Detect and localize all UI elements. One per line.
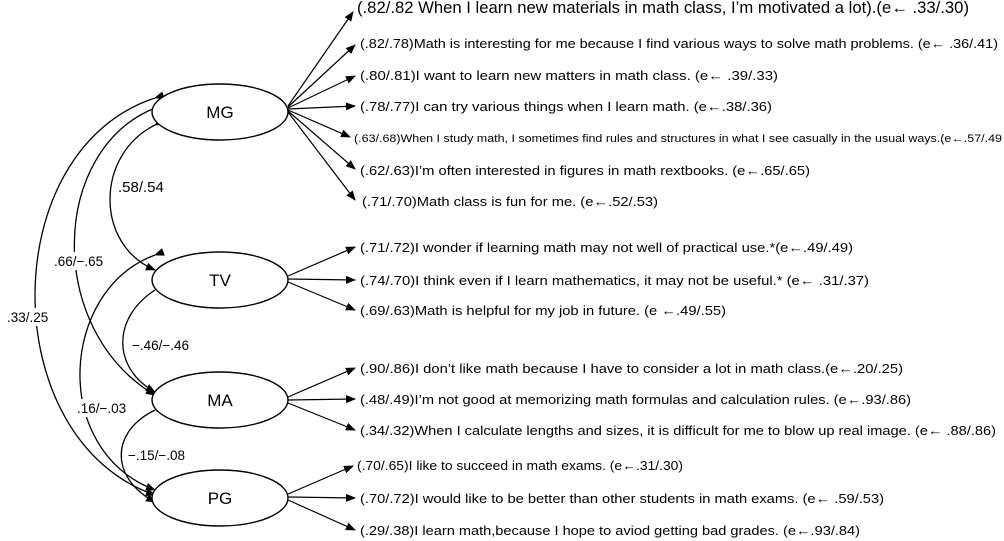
corr-label-tv-ma: −.46/−.46: [132, 338, 190, 353]
ma-item-2: (.48/.49)I’m not good at memorizing math formulas and calculation rules. (e←.93/.86): [360, 392, 911, 407]
corr-arc-mg-pg: [35, 98, 155, 495]
mg-item-5: (.63/.68)When I study math, I sometimes find rules and structures in what I see casually in the usual ways.(e←.57/.49: [354, 133, 1003, 145]
tv-item-1: (.71/.72)I wonder if learning math may not well of practical use.*(e←.49/.49): [360, 240, 853, 255]
arrow-pg-1: [288, 466, 353, 494]
arrow-ma-3: [288, 403, 355, 430]
mg-item-1: (.82/.82 When I learn new materials in math class, I’m motivated a lot).(e← .33/.30): [357, 0, 969, 17]
arrow-tv-1: [288, 247, 355, 276]
loading-arrows: [288, 12, 355, 530]
arrow-ma-2: [288, 399, 355, 400]
arrow-mg-6: [288, 111, 355, 169]
factor-pg: [152, 470, 288, 526]
arrow-tv-3: [288, 282, 355, 310]
factor-ma: [152, 372, 288, 428]
pg-item-2: (.70/.72)I would like to be better than other students in math exams. (e← .59/.53): [360, 491, 884, 506]
corr-label-mg-pg: .33/.25: [7, 310, 49, 325]
arrow-pg-3: [288, 500, 355, 530]
tv-item-2: (.74/.70)I think even if I learn mathematics, it may not be useful.* (e← .31/.37): [360, 273, 869, 288]
mg-item-2: (.82/.78)Math is interesting for me because I find various ways to solve math problems. (e← .36/.41): [360, 36, 998, 51]
arrow-mg-2: [288, 45, 355, 107]
ma-item-3: (.34/.32)When I calculate lengths and sizes, it is difficult for me to blow up real image. (e← .88/.86): [360, 423, 996, 438]
corr-label-mg-tv: .58/.54: [118, 179, 164, 196]
arrow-tv-2: [288, 279, 355, 280]
arrow-mg-4: [288, 106, 355, 109]
factor-mg: [152, 84, 288, 140]
correlation-arcs: [35, 98, 155, 502]
mg-item-4: (.78/.77)I can try various things when I learn math. (e←.38/.36): [360, 99, 772, 114]
corr-arc-mg-tv: [110, 125, 155, 270]
mg-item-7: (.71/.70)Math class is fun for me. (e←.52/.53): [362, 194, 658, 209]
pg-item-3: (.29/.38)I learn math,because I hope to aviod getting bad grades. (e←.93/.84): [360, 523, 860, 538]
ma-items: [360, 361, 996, 438]
factor-label-tv: TV: [209, 271, 231, 290]
mg-item-3: (.80/.81)I want to learn new matters in math class. (e← .39/.33): [360, 68, 778, 83]
pg-item-1: (.70/.65)I like to succeed in math exams. (e←.31/.30): [357, 458, 683, 473]
factor-label-mg: MG: [206, 103, 234, 122]
pg-items: [357, 458, 884, 538]
arrow-pg-2: [288, 497, 355, 498]
arrow-ma-1: [288, 368, 355, 397]
factor-label-ma: MA: [207, 391, 233, 410]
tv-items: [360, 240, 869, 318]
mg-item-6: (.62/.63)I’m often interested in figures in math rextbooks. (e←.65/.65): [360, 163, 810, 178]
tv-item-3: (.69/.63)Math is helpful for my job in future. (e ←.49/.55): [360, 303, 726, 318]
factor-tv: [152, 252, 288, 308]
corr-label-ma-pg: −.15/−.08: [128, 448, 186, 463]
mg-items: [354, 0, 1002, 209]
factor-label-pg: PG: [207, 489, 233, 508]
corr-label-mg-ma: .66/−.65: [54, 254, 104, 269]
ma-item-1: (.90/.86)I don’t like math because I have to consider a lot in math class.(e←.20/.25): [360, 361, 903, 376]
corr-label-tv-pg: .16/−.03: [77, 401, 127, 416]
